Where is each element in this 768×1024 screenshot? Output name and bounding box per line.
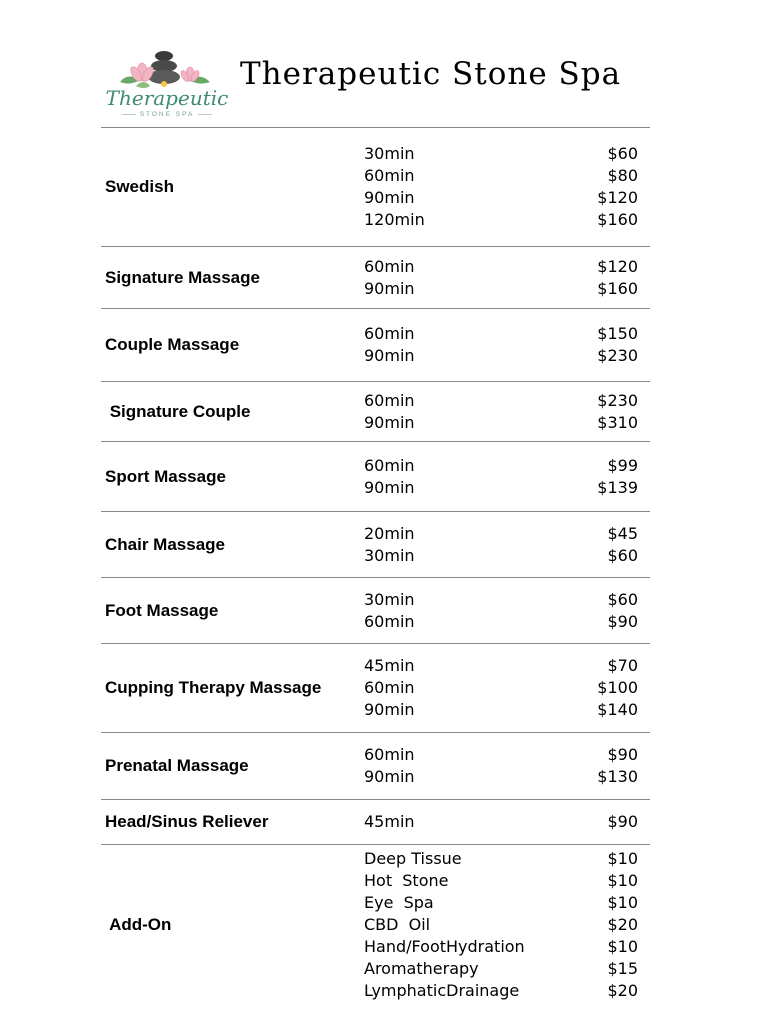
option-duration: 60min xyxy=(364,678,415,697)
option-price: $160 xyxy=(597,278,638,298)
option-duration: 60min xyxy=(364,455,415,475)
service-row xyxy=(101,127,650,246)
price-option xyxy=(364,209,638,231)
option-price: $10 xyxy=(607,892,638,912)
price-option xyxy=(364,980,638,1002)
service-name: Sport Massage xyxy=(105,466,226,486)
option-duration: 120min xyxy=(364,210,425,229)
price-option xyxy=(364,345,638,367)
price-option xyxy=(364,143,638,165)
option-duration: 60min xyxy=(364,256,415,276)
logo-wordmark: Therapeutic xyxy=(105,86,229,110)
option-duration: 20min xyxy=(364,523,415,543)
option-duration: 45min xyxy=(364,812,415,831)
service-options xyxy=(364,390,650,434)
option-price: $310 xyxy=(597,412,638,432)
option-duration: CBD Oil xyxy=(364,914,431,934)
option-price: $60 xyxy=(607,144,638,163)
price-option xyxy=(364,523,638,545)
option-price: $45 xyxy=(607,523,638,543)
option-price: $140 xyxy=(597,700,638,719)
price-option xyxy=(364,611,638,633)
price-option xyxy=(364,412,638,434)
price-option xyxy=(364,655,638,677)
service-row xyxy=(101,577,650,643)
option-duration: 30min xyxy=(364,144,415,163)
price-option xyxy=(364,323,638,345)
service-options xyxy=(364,455,650,499)
service-row xyxy=(101,732,650,799)
price-option xyxy=(364,187,638,209)
service-row xyxy=(101,381,650,441)
service-options xyxy=(364,589,650,633)
option-price: $90 xyxy=(607,745,638,764)
option-duration: 90min xyxy=(364,477,415,497)
option-duration: 60min xyxy=(364,611,415,631)
option-duration: 30min xyxy=(364,545,415,565)
option-price: $10 xyxy=(607,848,638,868)
price-option xyxy=(364,744,638,766)
option-price: $139 xyxy=(597,477,638,497)
option-price: $20 xyxy=(607,980,638,1000)
service-name: Prenatal Massage xyxy=(105,756,249,775)
service-name: Add-On xyxy=(105,914,172,934)
service-options xyxy=(364,811,650,833)
page-title: Therapeutic Stone Spa xyxy=(240,56,622,92)
option-duration: 60min xyxy=(364,390,415,410)
option-price: $130 xyxy=(597,767,638,786)
service-name: Foot Massage xyxy=(105,600,219,620)
price-option xyxy=(364,766,638,788)
option-duration: 90min xyxy=(364,412,415,432)
price-option xyxy=(364,811,638,833)
price-option xyxy=(364,390,638,412)
option-duration: Deep Tissue xyxy=(364,848,462,868)
option-duration: Aromatherapy xyxy=(364,958,479,978)
option-duration: 60min xyxy=(364,166,415,185)
option-duration: Hot Stone xyxy=(364,870,449,890)
service-options xyxy=(364,848,650,1002)
option-price: $120 xyxy=(597,188,638,207)
service-name: Swedish xyxy=(105,177,174,196)
service-name: Head/Sinus Reliever xyxy=(105,812,269,831)
service-row xyxy=(101,844,650,1004)
option-price: $230 xyxy=(597,390,638,410)
price-option xyxy=(364,848,638,870)
price-option xyxy=(364,958,638,980)
option-duration: 60min xyxy=(364,745,415,764)
option-duration: 90min xyxy=(364,188,415,207)
option-duration: Hand/FootHydration xyxy=(364,936,525,956)
service-options xyxy=(364,256,650,300)
option-price: $60 xyxy=(607,589,638,609)
price-option xyxy=(364,256,638,278)
service-options xyxy=(364,523,650,567)
option-price: $60 xyxy=(607,545,638,565)
option-price: $15 xyxy=(607,958,638,978)
service-name: Signature Massage xyxy=(105,267,260,287)
option-price: $70 xyxy=(607,656,638,675)
service-row xyxy=(101,511,650,577)
service-name: Couple Massage xyxy=(105,335,240,354)
price-option xyxy=(364,699,638,721)
service-options xyxy=(364,744,650,788)
service-options xyxy=(364,323,650,367)
option-price: $160 xyxy=(597,210,638,229)
price-option xyxy=(364,892,638,914)
service-row xyxy=(101,246,650,308)
price-option xyxy=(364,870,638,892)
price-option xyxy=(364,545,638,567)
option-price: $99 xyxy=(607,455,638,475)
option-price: $80 xyxy=(607,166,638,185)
service-row xyxy=(101,308,650,381)
price-option xyxy=(364,677,638,699)
price-option xyxy=(364,165,638,187)
option-price: $150 xyxy=(597,324,638,343)
option-duration: Eye Spa xyxy=(364,892,434,912)
option-duration: 90min xyxy=(364,346,415,365)
service-options xyxy=(364,143,650,231)
logo-subtitle: STONE SPA xyxy=(110,111,224,118)
option-duration: 90min xyxy=(364,767,415,786)
price-option xyxy=(364,914,638,936)
service-name: Chair Massage xyxy=(105,534,225,554)
option-duration: LymphaticDrainage xyxy=(364,980,520,1000)
option-price: $10 xyxy=(607,936,638,956)
option-price: $90 xyxy=(607,812,638,831)
option-duration: 90min xyxy=(364,278,415,298)
option-duration: 30min xyxy=(364,589,415,609)
service-price-table xyxy=(101,127,650,1004)
service-row xyxy=(101,643,650,732)
option-price: $120 xyxy=(597,256,638,276)
option-price: $90 xyxy=(607,611,638,631)
option-price: $20 xyxy=(607,914,638,934)
price-option xyxy=(364,477,638,499)
option-price: $100 xyxy=(597,678,638,697)
service-name: Signature Couple xyxy=(105,401,251,421)
option-price: $10 xyxy=(607,870,638,890)
price-option xyxy=(364,589,638,611)
option-duration: 90min xyxy=(364,700,415,719)
option-price: $230 xyxy=(597,346,638,365)
service-row xyxy=(101,799,650,844)
service-options xyxy=(364,655,650,721)
option-duration: 60min xyxy=(364,324,415,343)
price-option xyxy=(364,936,638,958)
service-row xyxy=(101,441,650,511)
price-option xyxy=(364,455,638,477)
service-name: Cupping Therapy Massage xyxy=(105,678,322,697)
option-duration: 45min xyxy=(364,656,415,675)
price-option xyxy=(364,278,638,300)
